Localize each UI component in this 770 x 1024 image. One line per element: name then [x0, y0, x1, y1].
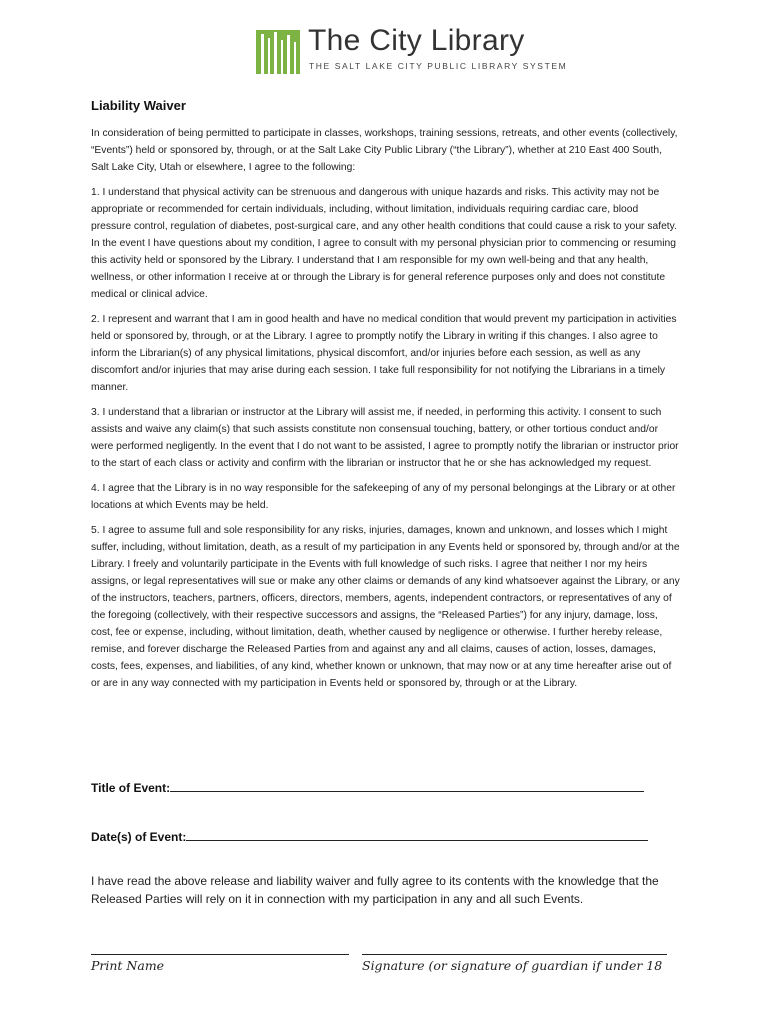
clause-3: 3. I understand that a librarian or instructor at the Library will assist me, if needed, in performing this activity. I consent to such assists and waive any claim(s) that such assists constitute non consensual touching, battery, or other tortious conduct and/or were performed negligently. In the event that I do not want to be assisted, I agree to promptly notify the librarian or instructor prior to the start of each class or activity and confirm with the librarian or instructor that he or she has acknowledged my request. [91, 407, 679, 469]
library-logo-icon [256, 30, 300, 74]
clause-1: 1. I understand that physical activity can be strenuous and dangerous with unique hazards and risks. This activity may not be appropriate or recommended for certain individuals, including, without limitation, individuals requiring cardiac care, blood pressure control, regulation of diabetes, post-surgical care, and any other health conditions that could cause a risk to your safety. In the event I have questions about my condition, I agree to consult with my personal physician prior to commencing or resuming this activity held or sponsored by the Library. I understand that I am responsible for my own well-being and that any health, wellness, or other information I receive at or through the Library is for general reference purposes only and does not constitute medical or clinical advice. [91, 187, 677, 300]
acknowledgement-statement: I have read the above release and liability waiver and fully agree to its contents with the knowledge that the Released Parties will rely on it in connection with my participation in any and all such Events. [91, 874, 659, 906]
print-name-line[interactable] [91, 954, 349, 955]
print-name-label: Print Name [91, 958, 165, 973]
waiver-body [91, 98, 681, 700]
signature-line[interactable] [362, 954, 667, 955]
document-title: Liability Waiver [91, 98, 186, 113]
event-date-blank-line[interactable] [186, 839, 648, 841]
intro-paragraph: In consideration of being permitted to participate in classes, workshops, training sessions, retreats, and other events (collectively, “Events”) held or sponsored by, through, or at the Salt Lake City Public Library (“the Library”), whether at 210 East 400 South, Salt Lake City, Utah or elsewhere, I agree to the following: [91, 128, 678, 173]
clause-4: 4. I agree that the Library is in no way responsible for the safekeeping of any of my personal belongings at the Library or at other locations at which Events may be held. [91, 483, 676, 511]
event-date-field[interactable] [91, 830, 648, 844]
library-logo [256, 24, 568, 76]
event-date-label: Date(s) of Event: [91, 830, 187, 844]
clause-2: 2. I represent and warrant that I am in good health and have no medical condition that would prevent my participation in activities held or sponsored by, through, or at the Library. I agree to promptly notify the Library in writing if this changes. I also agree to inform the Librarian(s) of any physical limitations, physical discomfort, and/or injuries before each session, as well as any discomfort and/or injuries that may arise during each session. I take full responsibility for not notifying the Librarians in a timely manner. [91, 314, 677, 393]
library-system-tagline: THE SALT LAKE CITY PUBLIC LIBRARY SYSTEM [309, 61, 568, 71]
event-title-field[interactable] [91, 781, 644, 795]
library-name: The City Library [308, 24, 525, 57]
clause-5: 5. I agree to assume full and sole responsibility for any risks, injuries, damages, known and unknown, and losses which I might suffer, including, without limitation, death, as a result of my participation in any Events held or sponsored by, through and/or at the Library. I freely and voluntarily participate in the Events with full knowledge of such risks. I agree that neither I nor my heirs assigns, or legal representatives will sue or make any other claims or demands of any kind whatsoever against the Library, or any of the instructors, teachers, partners, officers, directors, members, agents, independent contractors, or representatives of any of the foregoing (collectively, with their respective successors and assigns, the “Released Parties”) for any injury, damage, loss, cost, fee or expense, including, without limitation, death, whether caused by negligence or otherwise. I further hereby release, remise, and forever discharge the Released Parties from and against any and all claims, causes of action, losses, damages, costs, fees, expenses, and liabilities, of any kind, whether known or unknown, that may now or at any time hereafter arise out of or are in any way connected with my participation in Events held or sponsored by, through or at the Library. [91, 525, 680, 689]
signature-label: Signature (or signature of guardian if under 18 [362, 958, 663, 973]
event-title-label: Title of Event: [91, 781, 171, 795]
event-title-blank-line[interactable] [170, 790, 644, 792]
